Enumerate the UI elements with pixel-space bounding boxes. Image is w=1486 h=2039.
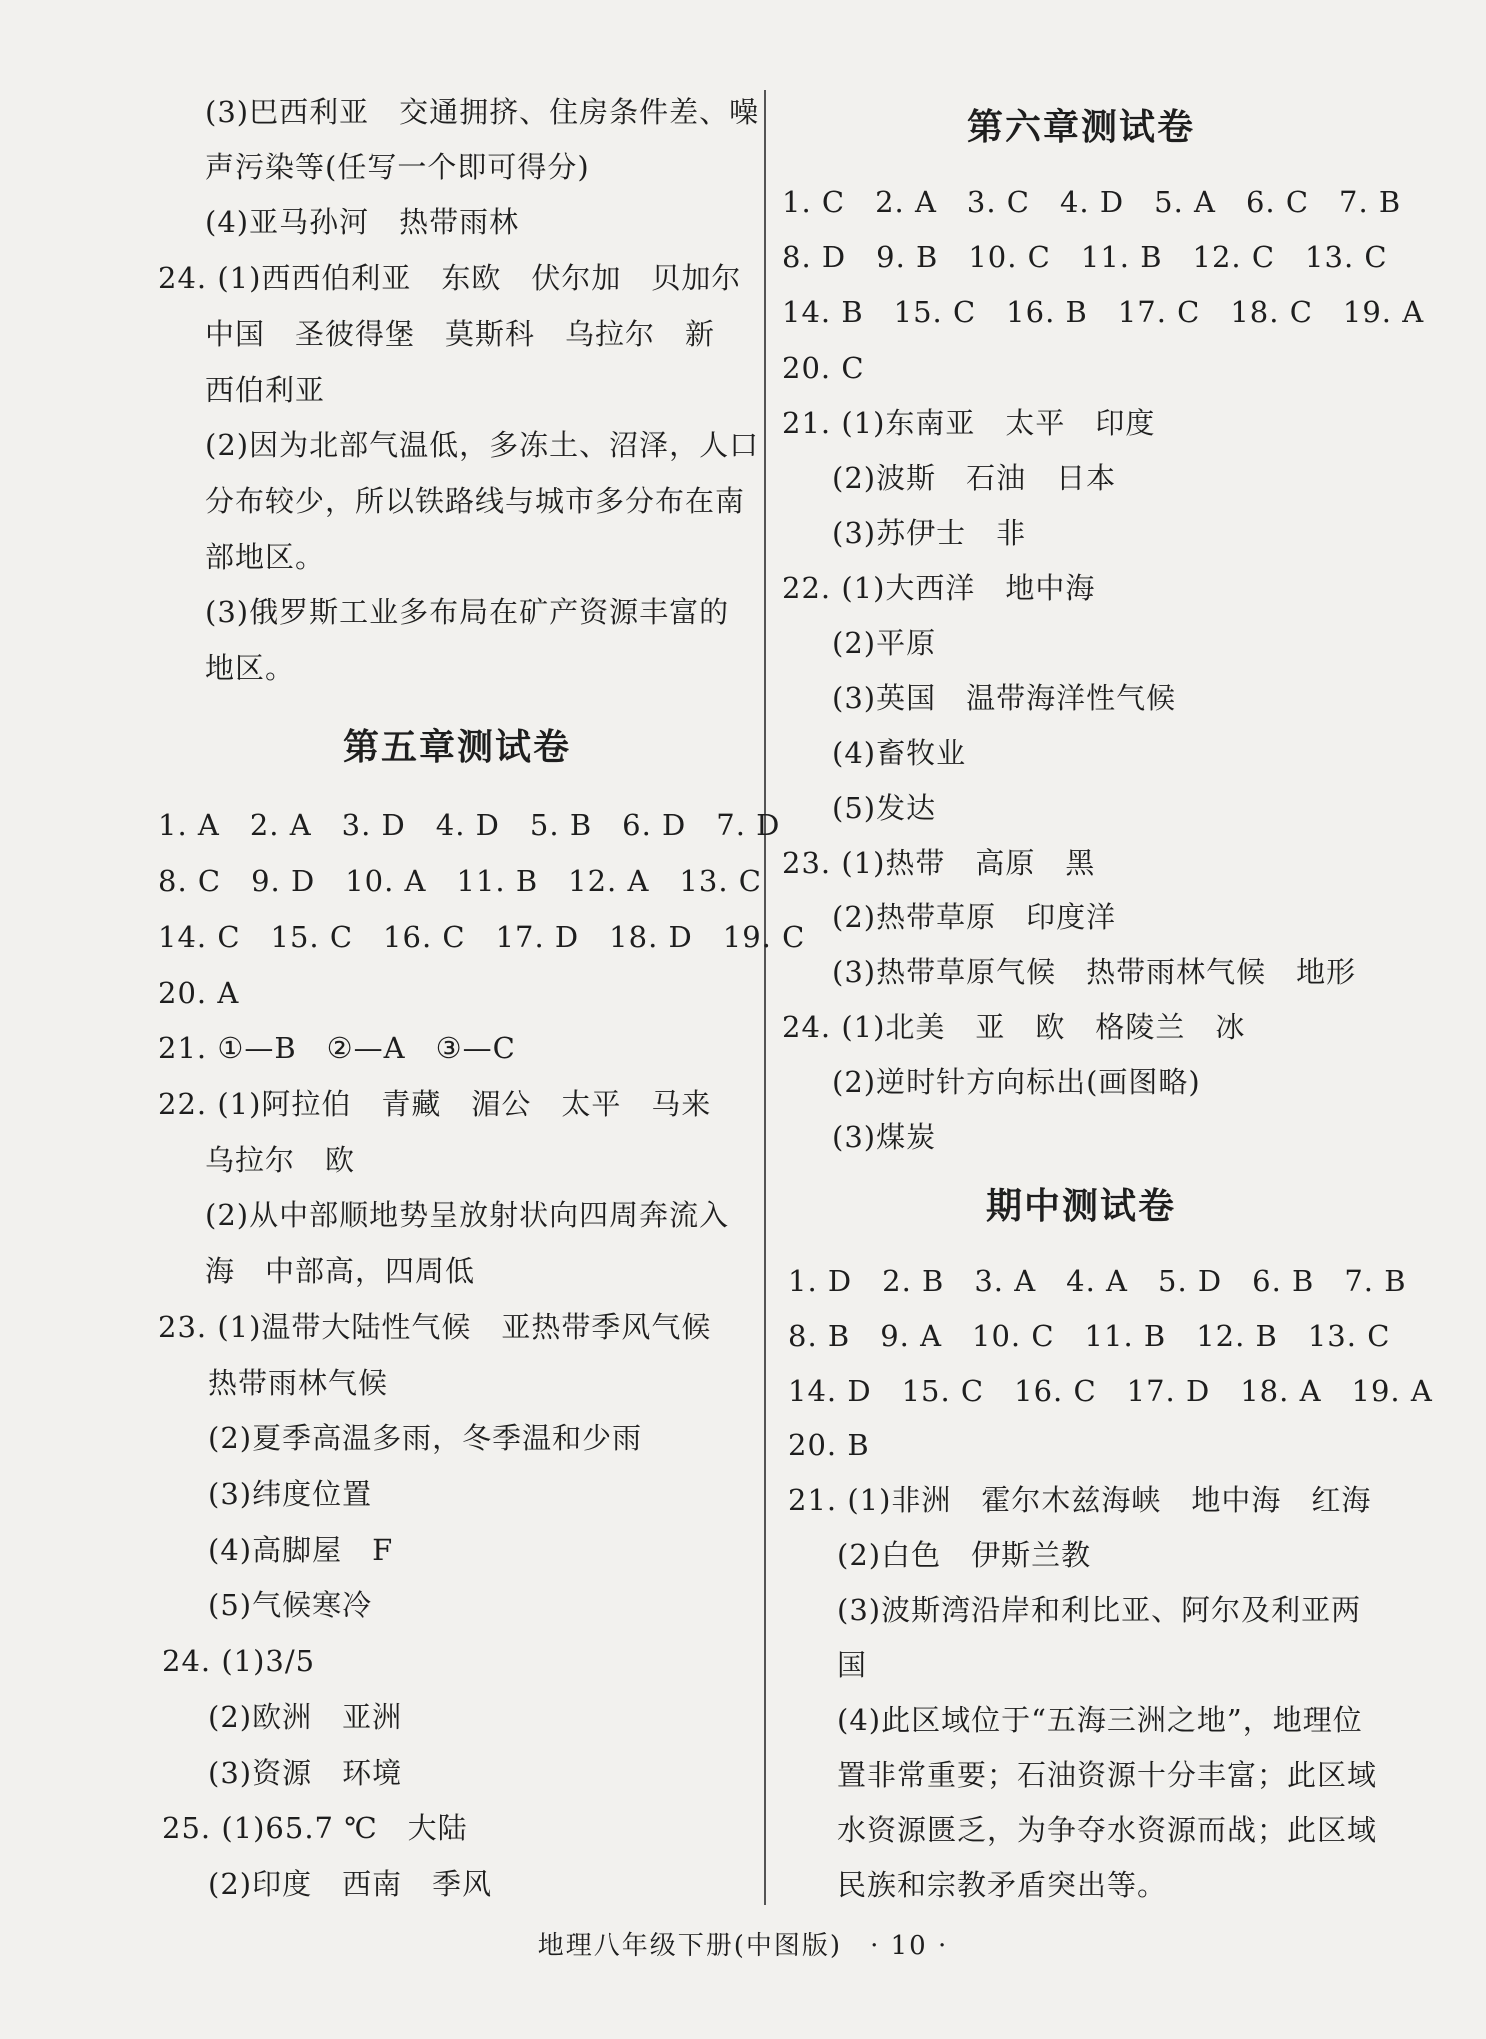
section-title-chapter5: 第五章测试卷 <box>343 726 572 768</box>
answer-line: (3)资源 环境 <box>208 1756 403 1790</box>
answer-line: 24. (1)3/5 <box>162 1644 316 1678</box>
answer-line: 23. (1)温带大陆性气候 亚热带季风气候 <box>158 1310 712 1344</box>
answer-line: 地区。 <box>205 651 296 685</box>
answer-line: 1. C 2. A 3. C 4. D 5. A 6. C 7. B <box>782 185 1402 219</box>
answer-line: 分布较少，所以铁路线与城市多分布在南 <box>205 484 746 518</box>
answer-line: 22. (1)阿拉伯 青藏 湄公 太平 马来 <box>158 1087 712 1121</box>
answer-line: 22. (1)大西洋 地中海 <box>782 571 1096 605</box>
answer-line: (3)苏伊士 非 <box>832 516 1027 550</box>
answer-line: 25. (1)65.7 ℃ 大陆 <box>162 1811 468 1845</box>
answer-line: 乌拉尔 欧 <box>205 1143 356 1177</box>
section-title-chapter6: 第六章测试卷 <box>967 106 1196 148</box>
answer-line: (3)波斯湾沿岸和利比亚、阿尔及利亚两 <box>837 1593 1362 1627</box>
answer-line: (4)此区域位于“五海三洲之地”，地理位 <box>837 1703 1363 1737</box>
answer-line: (3)俄罗斯工业多布局在矿产资源丰富的 <box>205 595 730 629</box>
answer-line: 24. (1)西西伯利亚 东欧 伏尔加 贝加尔 <box>158 261 742 295</box>
answer-line: 21. (1)非洲 霍尔木兹海峡 地中海 红海 <box>788 1483 1372 1517</box>
answer-line: 20. C <box>782 351 865 385</box>
section-title-midterm: 期中测试卷 <box>986 1185 1177 1227</box>
answer-line: 21. (1)东南亚 太平 印度 <box>782 406 1156 440</box>
answer-line: 声污染等(任写一个即可得分) <box>205 150 590 184</box>
answer-line: (2)白色 伊斯兰教 <box>837 1538 1092 1572</box>
answer-line: (3)煤炭 <box>832 1120 937 1154</box>
answer-line: (3)英国 温带海洋性气候 <box>832 681 1177 715</box>
answer-line: 24. (1)北美 亚 欧 格陵兰 冰 <box>782 1010 1246 1044</box>
page-footer: 地理八年级下册(中图版) · 10 · <box>537 1931 949 1961</box>
answer-line: (4)亚马孙河 热带雨林 <box>205 205 520 239</box>
answer-line: (2)热带草原 印度洋 <box>832 900 1117 934</box>
answer-line: (2)夏季高温多雨，冬季温和少雨 <box>208 1421 643 1455</box>
answer-line: 8. C 9. D 10. A 11. B 12. A 13. C <box>158 864 762 898</box>
answer-line: 西伯利亚 <box>205 373 326 407</box>
answer-line: (3)纬度位置 <box>208 1477 373 1511</box>
answer-line: (2)逆时针方向标出(画图略) <box>832 1065 1201 1099</box>
answer-line: (2)因为北部气温低，多冻土、沼泽，人口 <box>205 428 760 462</box>
answer-line: (2)欧洲 亚洲 <box>208 1700 403 1734</box>
column-divider <box>764 90 766 1905</box>
answer-line: 海 中部高，四周低 <box>205 1254 476 1288</box>
answer-line: (5)发达 <box>832 791 937 825</box>
answer-line: 20. B <box>788 1428 870 1462</box>
answer-line: (4)畜牧业 <box>832 736 967 770</box>
answer-line: (2)波斯 石油 日本 <box>832 461 1117 495</box>
answer-line: 14. D 15. C 16. C 17. D 18. A 19. A <box>788 1374 1433 1408</box>
answer-line: (4)高脚屋 F <box>208 1533 394 1567</box>
answer-line: (2)平原 <box>832 626 937 660</box>
answer-line: 民族和宗教矛盾突出等。 <box>837 1868 1168 1902</box>
answer-line: 20. A <box>158 976 240 1010</box>
answer-line: 14. C 15. C 16. C 17. D 18. D 19. C <box>158 920 806 954</box>
answer-line: 部地区。 <box>205 540 326 574</box>
answer-line: 23. (1)热带 高原 黑 <box>782 846 1096 880</box>
answer-line: (3)巴西利亚 交通拥挤、住房条件差、噪 <box>205 95 760 129</box>
answer-line: 21. ①—B ②—A ③—C <box>158 1031 516 1065</box>
answer-line: 水资源匮乏，为争夺水资源而战；此区域 <box>837 1813 1378 1847</box>
answer-line: 中国 圣彼得堡 莫斯科 乌拉尔 新 <box>205 317 716 351</box>
answer-line: 热带雨林气候 <box>208 1366 389 1400</box>
answer-line: 14. B 15. C 16. B 17. C 18. C 19. A <box>782 295 1425 329</box>
answer-line: 8. D 9. B 10. C 11. B 12. C 13. C <box>782 240 1388 274</box>
answer-line: 1. D 2. B 3. A 4. A 5. D 6. B 7. B <box>788 1264 1407 1298</box>
answer-line: (2)从中部顺地势呈放射状向四周奔流入 <box>205 1198 730 1232</box>
answer-line: (2)印度 西南 季风 <box>208 1867 493 1901</box>
answer-line: 8. B 9. A 10. C 11. B 12. B 13. C <box>788 1319 1391 1353</box>
answer-line: (5)气候寒冷 <box>208 1588 373 1622</box>
answer-line: (3)热带草原气候 热带雨林气候 地形 <box>832 955 1357 989</box>
answer-line: 国 <box>837 1648 868 1682</box>
answer-line: 置非常重要；石油资源十分丰富；此区域 <box>837 1758 1378 1792</box>
answer-line: 1. A 2. A 3. D 4. D 5. B 6. D 7. D <box>158 808 781 842</box>
